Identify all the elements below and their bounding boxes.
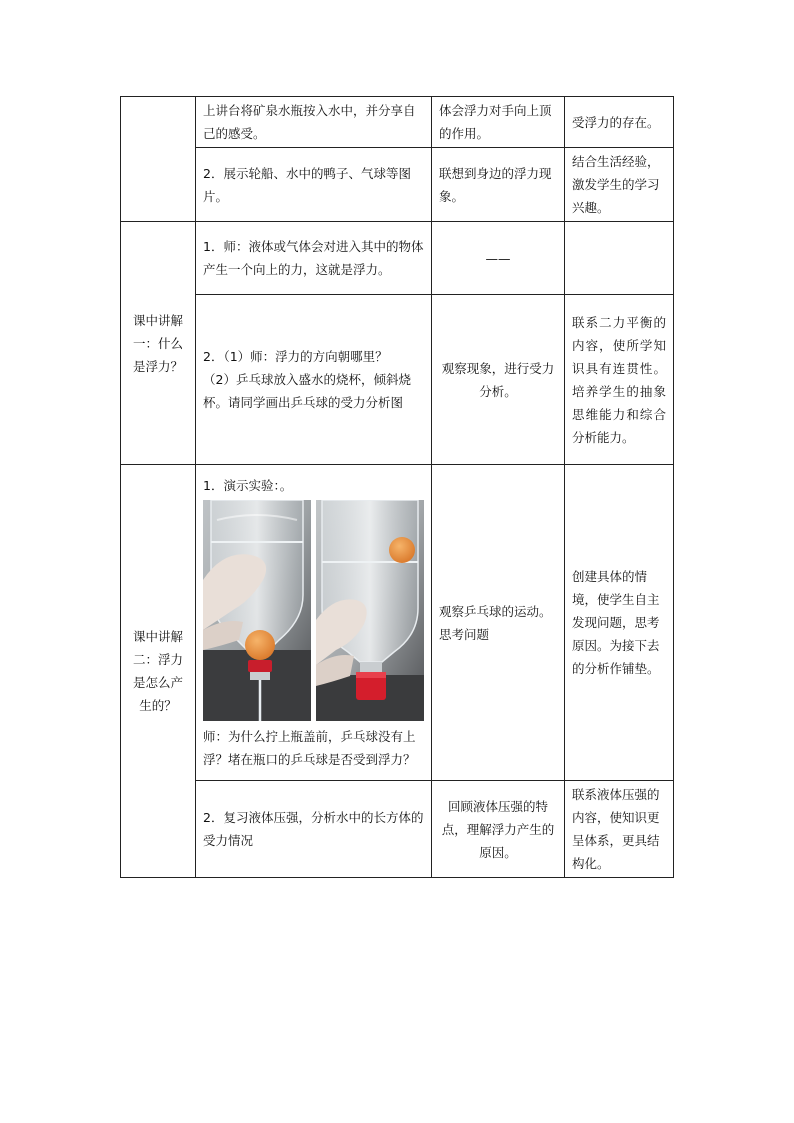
intent-cell: 结合生活经验，激发学生的学习兴趣。 [565,148,674,222]
student-cell: 回顾液体压强的特点，理解浮力产生的原因。 [432,781,565,878]
dash-placeholder: —— [485,250,511,266]
activity-cell: 1．师：液体或气体会对进入其中的物体产生一个向上的力，这就是浮力。 [196,222,432,295]
bottle-photo-capped [316,500,424,721]
bottle-photo-uncapped [203,500,311,721]
section-cell: 课中讲解二：浮力是怎么产生的？ [121,465,196,878]
activity-cell: 2．复习液体压强，分析水中的长方体的受力情况 [196,781,432,878]
table-row [121,295,674,465]
table-row [121,465,674,781]
table-row [121,97,674,148]
activity-cell [196,295,432,465]
student-cell [432,222,565,295]
bottle-capped-photo-icon [316,500,424,721]
student-cell: 联想到身边的浮力现象。 [432,148,565,222]
student-cell: 观察乒乓球的运动。思考问题 [432,465,565,781]
intent-cell: 受浮力的存在。 [565,97,674,148]
table-row [121,148,674,222]
section-cell: 课中讲解一：什么是浮力？ [121,222,196,465]
photo-pair [203,500,424,721]
activity-cell: 上讲台将矿泉水瓶按入水中，并分享自己的感受。 [196,97,432,148]
demo-title: 1．演示实验：。 [203,478,293,493]
bottle-open-photo-icon [203,500,311,721]
intent-cell: 创建具体的情境，使学生自主发现问题，思考原因。为接下去的分析作铺垫。 [565,465,674,781]
intent-cell: 联系二力平衡的内容，使所学知识具有连贯性。培养学生的抽象思维能力和综合分析能力。 [565,295,674,465]
activity-line: （2）乒乓球放入盛水的烧杯，倾斜烧杯。请同学画出乒乓球的受力分析图 [203,372,411,410]
intent-cell: 联系液体压强的内容，使知识更呈体系，更具结构化。 [565,781,674,878]
activity-cell [196,465,432,781]
student-cell: 体会浮力对手向上顶的作用。 [432,97,565,148]
student-cell: 观察现象，进行受力分析。 [432,295,565,465]
demo-question: 师：为什么拧上瓶盖前，乒乓球没有上浮？堵在瓶口的乒乓球是否受到浮力？ [203,729,416,767]
activity-line: 2．（1）师：浮力的方向朝哪里？ [203,349,388,364]
lesson-plan-table [120,96,674,878]
table-row [121,222,674,295]
section-cell [121,97,196,222]
table-row [121,781,674,878]
intent-cell [565,222,674,295]
activity-cell: 2．展示轮船、水中的鸭子、气球等图片。 [196,148,432,222]
